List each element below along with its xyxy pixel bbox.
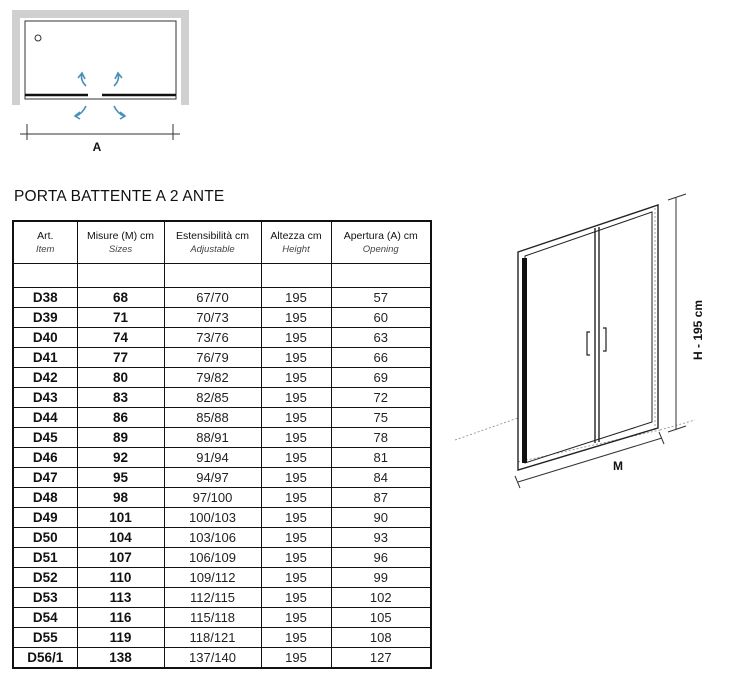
- section-title: PORTA BATTENTE A 2 ANTE: [14, 188, 225, 205]
- spacer-cell: [77, 264, 164, 288]
- cell-art: D52: [13, 568, 77, 588]
- header-label: Misure (M) cm: [86, 229, 155, 242]
- cell-adjustable: 106/109: [164, 548, 261, 568]
- cell-opening: 60: [331, 308, 431, 328]
- cell-art: D39: [13, 308, 77, 328]
- cell-art: D48: [13, 488, 77, 508]
- table-row: [13, 528, 431, 548]
- cell-opening: 69: [331, 368, 431, 388]
- cell-opening: 81: [331, 448, 431, 468]
- cell-art: D50: [13, 528, 77, 548]
- cell-height: 195: [261, 468, 331, 488]
- cell-height: 195: [261, 408, 331, 428]
- cell-art: D46: [13, 448, 77, 468]
- wall-left: [12, 10, 20, 105]
- cell-opening: 90: [331, 508, 431, 528]
- dimension-line-a: [20, 124, 180, 140]
- table-row: [13, 548, 431, 568]
- cell-adjustable: 73/76: [164, 328, 261, 348]
- cell-size: 83: [77, 388, 164, 408]
- wall-top: [12, 10, 189, 18]
- cell-opening: 75: [331, 408, 431, 428]
- cell-adjustable: 76/79: [164, 348, 261, 368]
- cell-art: D56/1: [13, 648, 77, 669]
- cell-opening: 93: [331, 528, 431, 548]
- cell-height: 195: [261, 328, 331, 348]
- cell-opening: 84: [331, 468, 431, 488]
- cell-adjustable: 94/97: [164, 468, 261, 488]
- table-row: [13, 368, 431, 388]
- cell-opening: 66: [331, 348, 431, 368]
- header-label: Estensibilità cm: [176, 229, 249, 242]
- door-handles: [587, 328, 606, 355]
- header-sub: Item: [36, 243, 55, 255]
- specs-table: [12, 220, 432, 669]
- cell-size: 74: [77, 328, 164, 348]
- table-row: [13, 328, 431, 348]
- cell-opening: 105: [331, 608, 431, 628]
- cell-opening: 96: [331, 548, 431, 568]
- cell-adjustable: 79/82: [164, 368, 261, 388]
- dimension-line-h: [668, 194, 686, 432]
- cell-art: D53: [13, 588, 77, 608]
- cell-art: D38: [13, 288, 77, 308]
- cell-opening: 63: [331, 328, 431, 348]
- cell-height: 195: [261, 488, 331, 508]
- cell-art: D45: [13, 428, 77, 448]
- table-row: [13, 428, 431, 448]
- header-label: Altezza cm: [270, 229, 322, 242]
- cell-opening: 108: [331, 628, 431, 648]
- header-height: [261, 221, 331, 264]
- header-opening: [331, 221, 431, 264]
- table-header-row: [13, 221, 431, 264]
- cell-size: 92: [77, 448, 164, 468]
- drain-icon: [35, 35, 41, 41]
- cell-height: 195: [261, 648, 331, 669]
- cell-size: 107: [77, 548, 164, 568]
- cell-art: D47: [13, 468, 77, 488]
- dimension-label-a: A: [92, 140, 102, 154]
- cell-size: 101: [77, 508, 164, 528]
- cell-height: 195: [261, 388, 331, 408]
- cell-size: 89: [77, 428, 164, 448]
- header-sub: Sizes: [108, 243, 133, 255]
- spacer-cell: [164, 264, 261, 288]
- cell-size: 119: [77, 628, 164, 648]
- cell-adjustable: 70/73: [164, 308, 261, 328]
- header-adjustable: [164, 221, 261, 264]
- table-row: [13, 448, 431, 468]
- cell-art: D43: [13, 388, 77, 408]
- header-label: Art.: [37, 229, 54, 242]
- cell-art: D44: [13, 408, 77, 428]
- cell-adjustable: 82/85: [164, 388, 261, 408]
- spacer-cell: [261, 264, 331, 288]
- cell-adjustable: 85/88: [164, 408, 261, 428]
- spacer-cell: [13, 264, 77, 288]
- cell-size: 104: [77, 528, 164, 548]
- table-row: [13, 488, 431, 508]
- cell-adjustable: 137/140: [164, 648, 261, 669]
- dimension-line-m: [515, 432, 664, 488]
- cell-height: 195: [261, 308, 331, 328]
- table-row: [13, 468, 431, 488]
- header-sub: Opening: [362, 243, 399, 255]
- floor-guides: [455, 208, 695, 462]
- cell-adjustable: 109/112: [164, 568, 261, 588]
- plan-view-diagram: [0, 0, 200, 165]
- table-row: [13, 288, 431, 308]
- shower-door-frame: [518, 205, 658, 470]
- cell-opening: 78: [331, 428, 431, 448]
- cell-height: 195: [261, 588, 331, 608]
- spacer-row: [13, 264, 431, 288]
- cell-size: 95: [77, 468, 164, 488]
- table-row: [13, 408, 431, 428]
- cell-adjustable: 103/106: [164, 528, 261, 548]
- cell-size: 116: [77, 608, 164, 628]
- cell-opening: 127: [331, 648, 431, 669]
- cell-adjustable: 100/103: [164, 508, 261, 528]
- header-size: [77, 221, 164, 264]
- table-row: [13, 348, 431, 368]
- wall-profile: [522, 258, 527, 463]
- cell-adjustable: 115/118: [164, 608, 261, 628]
- cell-art: D49: [13, 508, 77, 528]
- cell-height: 195: [261, 448, 331, 468]
- cell-height: 195: [261, 348, 331, 368]
- tray-outline: [25, 21, 176, 99]
- cell-opening: 57: [331, 288, 431, 308]
- cell-opening: 72: [331, 388, 431, 408]
- cell-art: D40: [13, 328, 77, 348]
- cell-height: 195: [261, 428, 331, 448]
- perspective-diagram: [440, 180, 737, 500]
- cell-height: 195: [261, 288, 331, 308]
- cell-height: 195: [261, 628, 331, 648]
- header-art: [13, 221, 77, 264]
- cell-size: 98: [77, 488, 164, 508]
- cell-size: 80: [77, 368, 164, 388]
- spacer-cell: [331, 264, 431, 288]
- cell-adjustable: 118/121: [164, 628, 261, 648]
- wall-right: [181, 10, 189, 105]
- cell-height: 195: [261, 568, 331, 588]
- cell-size: 86: [77, 408, 164, 428]
- cell-size: 138: [77, 648, 164, 669]
- header-label: Apertura (A) cm: [343, 229, 418, 242]
- cell-size: 71: [77, 308, 164, 328]
- width-label: M: [613, 459, 623, 473]
- cell-opening: 102: [331, 588, 431, 608]
- cell-art: D41: [13, 348, 77, 368]
- cell-adjustable: 88/91: [164, 428, 261, 448]
- cell-opening: 87: [331, 488, 431, 508]
- table-row: [13, 648, 431, 669]
- cell-adjustable: 97/100: [164, 488, 261, 508]
- cell-art: D51: [13, 548, 77, 568]
- header-sub: Height: [282, 243, 310, 255]
- cell-size: 68: [77, 288, 164, 308]
- cell-height: 195: [261, 548, 331, 568]
- cell-adjustable: 112/115: [164, 588, 261, 608]
- specs-table-container: [12, 220, 430, 669]
- cell-art: D54: [13, 608, 77, 628]
- cell-height: 195: [261, 608, 331, 628]
- table-row: [13, 628, 431, 648]
- cell-adjustable: 67/70: [164, 288, 261, 308]
- cell-art: D55: [13, 628, 77, 648]
- cell-height: 195: [261, 508, 331, 528]
- cell-adjustable: 91/94: [164, 448, 261, 468]
- cell-size: 77: [77, 348, 164, 368]
- table-row: [13, 388, 431, 408]
- cell-opening: 99: [331, 568, 431, 588]
- table-row: [13, 308, 431, 328]
- table-row: [13, 508, 431, 528]
- table-row: [13, 608, 431, 628]
- height-label: H - 195 cm: [691, 299, 705, 360]
- cell-size: 113: [77, 588, 164, 608]
- table-row: [13, 588, 431, 608]
- cell-art: D42: [13, 368, 77, 388]
- header-sub: Adjustable: [190, 243, 235, 255]
- cell-height: 195: [261, 368, 331, 388]
- table-row: [13, 568, 431, 588]
- cell-height: 195: [261, 528, 331, 548]
- cell-size: 110: [77, 568, 164, 588]
